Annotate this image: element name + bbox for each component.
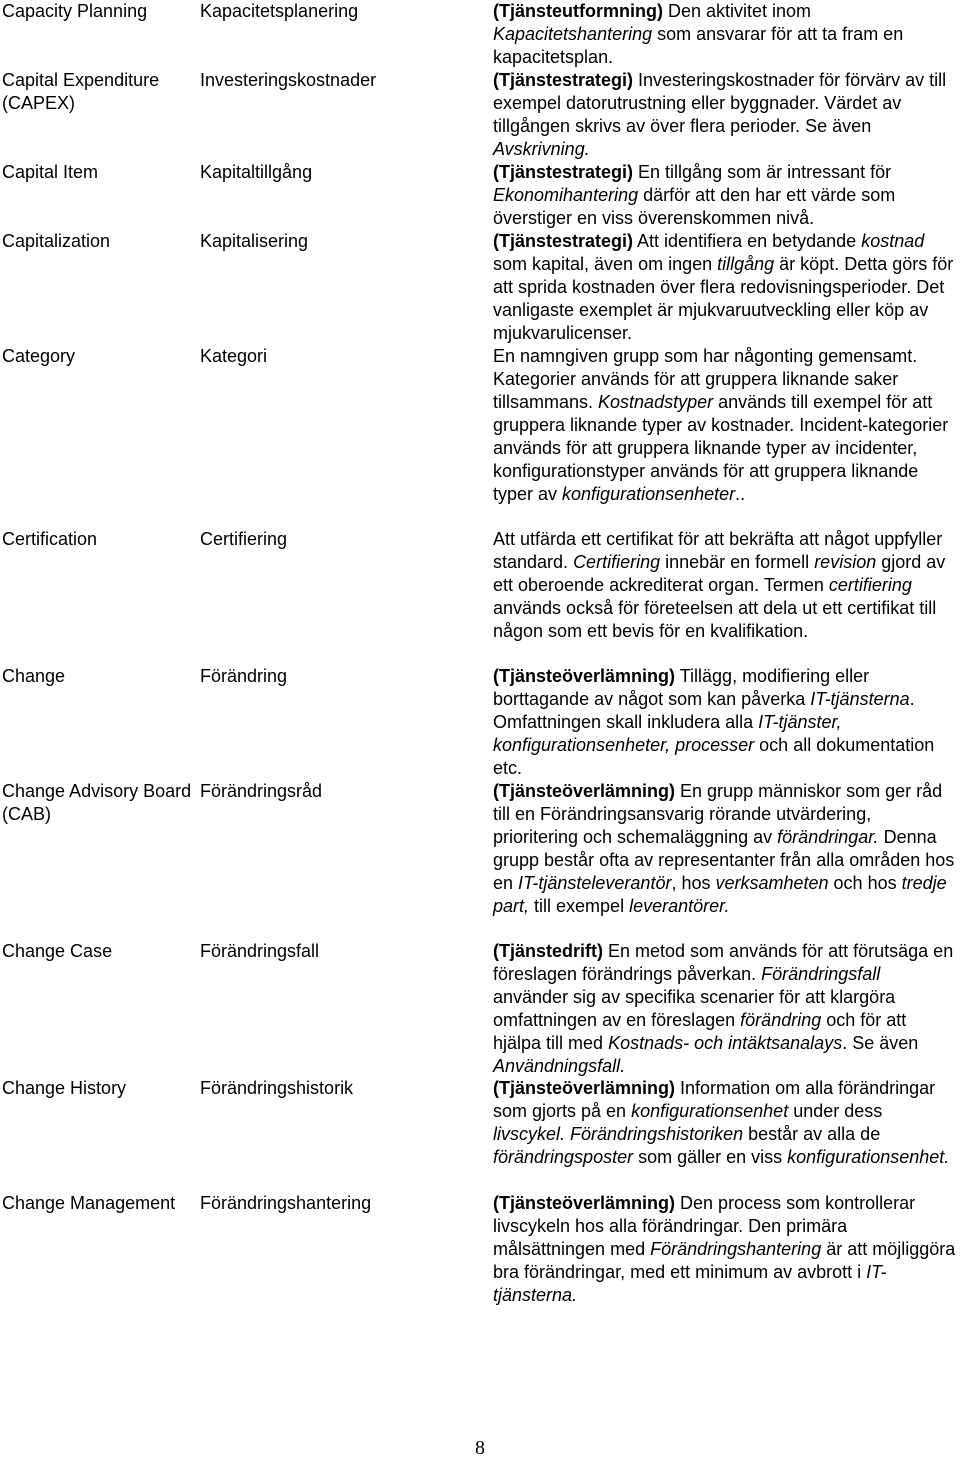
term-definition (493, 161, 958, 230)
definition-term-reference: förändringar. (777, 827, 879, 847)
term-definition (493, 345, 958, 506)
definition-text: Investeringskostnader för förvärv av till exempel datorutrustning eller byggnader. Värdet av tillgången skrivs av över flera perioder. Se även (493, 70, 947, 136)
definition-term-reference: tillgång (717, 254, 775, 274)
definition-process-tag: (Tjänsteöverlämning) (493, 1193, 676, 1213)
definition-term-reference: IT-tjänsterna. (493, 1262, 887, 1305)
definition-term-reference: IT-tjänsterna (810, 689, 910, 709)
definition-process-tag: (Tjänstestrategi) (493, 231, 634, 251)
definition-term-reference: leverantörer. (629, 896, 730, 916)
definition-text: En namngiven grupp som har någonting gemensamt. Kategorier används för att gruppera liknande saker tillsammans. (493, 346, 918, 412)
definition-text: använder sig av specifika scenarier för att klargöra omfattningen av en föreslagen (493, 987, 896, 1030)
definition-text: består av alla de (743, 1124, 881, 1144)
definition-process-tag: (Tjänstestrategi) (493, 162, 634, 182)
term-definition (493, 1077, 958, 1169)
term-english: Capital Item (2, 162, 99, 182)
definition-text: , hos (671, 873, 716, 893)
term-definition (493, 1192, 958, 1307)
definition-term-reference: livscykel. (493, 1124, 566, 1144)
definition-term-reference: konfigurationsenhet (631, 1101, 789, 1121)
term-english: Category (2, 346, 76, 366)
definition-term-reference: Förändringsfall (761, 964, 881, 984)
definition-term-reference: konfigurationsenheter (562, 484, 736, 504)
term-english: Change Management (2, 1193, 176, 1213)
definition-text: under dess (788, 1101, 883, 1121)
term-definition (493, 940, 958, 1078)
definition-text: innebär en formell (660, 552, 815, 572)
definition-text: En grupp människor som ger råd till en Förändringsansvarig rörande utvärdering, prioritering och schemaläggning av (493, 781, 943, 847)
definition-term-reference: IT-tjänster, konfigurationsenheter, processer (493, 712, 842, 755)
term-definition (493, 665, 958, 780)
term-swedish: Kapitaltillgång (200, 162, 313, 182)
definition-text: .. (735, 484, 746, 504)
term-english: Change Advisory Board (CAB) (2, 781, 192, 824)
definition-text: En tillgång som är intressant för (633, 162, 892, 182)
definition-text: Information om alla förändringar som gjorts på en (493, 1078, 936, 1121)
term-swedish: Kapitalisering (200, 231, 309, 251)
definition-text: . Omfattningen skall inkludera alla (493, 689, 915, 732)
definition-text: Tillägg, modifiering eller borttagande av något som kan påverka (493, 666, 870, 709)
definition-term-reference: Ekonomihantering (493, 185, 639, 205)
term-definition (493, 528, 958, 643)
definition-term-reference: Kostnads- och intäktsanalays (608, 1033, 843, 1053)
definition-term-reference: revision (814, 552, 877, 572)
definition-term-reference: Användningsfall. (493, 1056, 626, 1076)
definition-text: är köpt. Detta görs för att sprida kostnaden över flera redovisningsperioder. Det vanligaste exemplet är mjukvaruutveckling eller köp av mjukvarulicenser. (493, 254, 954, 343)
term-swedish: Kapacitetsplanering (200, 1, 359, 21)
definition-text: används till exempel för att gruppera liknande typer av kostnader. Incident-kategorier används för att gruppera liknande typer av incidenter, konfigurationstyper används för att gruppera liknande typer av (493, 392, 949, 504)
term-english: Change Case (2, 941, 113, 961)
definition-text: En metod som används för att förutsäga en föreslagen förändrings påverkan. (493, 941, 954, 984)
definition-term-reference: IT-tjänsteleverantör (518, 873, 672, 893)
definition-text: som gäller en viss (633, 1147, 788, 1167)
definition-text: till exempel (529, 896, 630, 916)
term-definition (493, 69, 958, 161)
term-definition (493, 780, 958, 918)
definition-process-tag: (Tjänsteutformning) (493, 1, 663, 21)
term-definition (493, 0, 958, 69)
definition-process-tag: (Tjänstestrategi) (493, 70, 634, 90)
definition-term-reference: Kostnadstyper (598, 392, 714, 412)
definition-process-tag: (Tjänsteöverlämning) (493, 1078, 676, 1098)
definition-text: Den aktivitet inom (662, 1, 812, 21)
definition-text: och hos (828, 873, 902, 893)
definition-term-reference: förändring (740, 1010, 822, 1030)
term-english: Certification (2, 529, 98, 549)
definition-text: Att utfärda ett certifikat för att bekräfta att något uppfyller standard. (493, 529, 943, 572)
definition-term-reference: Avskrivning. (493, 139, 590, 159)
definition-term-reference: verksamheten (715, 873, 829, 893)
page-number: 8 (475, 1437, 485, 1459)
term-swedish: Förändringshistorik (200, 1078, 354, 1098)
definition-process-tag: (Tjänsteöverlämning) (493, 781, 676, 801)
definition-text: är att möjliggöra bra förändringar, med ett minimum av avbrott i (493, 1239, 956, 1282)
term-swedish: Förändringsråd (200, 781, 323, 801)
definition-text: Denna grupp består ofta av representanter från alla områden hos en (493, 827, 955, 893)
definition-term-reference: Kapacitetshantering (493, 24, 653, 44)
definition-term-reference: tredje part, (493, 873, 947, 916)
definition-text: därför att den har ett värde som överstiger en viss överenskommen nivå. (493, 185, 896, 228)
definition-text: Den process som kontrollerar livscykeln hos alla förändringar. Den primära målsättningen med (493, 1193, 916, 1259)
definition-text: Att identifiera en betydande (633, 231, 862, 251)
definition-term-reference: Certifiering (573, 552, 661, 572)
definition-process-tag: (Tjänsteöverlämning) (493, 666, 676, 686)
definition-term-reference: förändringsposter (493, 1147, 634, 1167)
term-swedish: Kategori (200, 346, 268, 366)
term-english: Change History (2, 1078, 127, 1098)
definition-term-reference: Förändringshistoriken (570, 1124, 744, 1144)
definition-text: och all dokumentation etc. (493, 735, 935, 778)
definition-term-reference: Förändringshantering (650, 1239, 822, 1259)
term-english: Capital Expenditure (CAPEX) (2, 70, 160, 113)
definition-text: gjord av ett oberoende ackrediterat organ. Termen (493, 552, 946, 595)
definition-text: som kapital, även om ingen (493, 254, 718, 274)
term-swedish: Förändringshantering (200, 1193, 372, 1213)
definition-text: används också för företeelsen att dela ut ett certifikat till någon som ett bevis för en kvalifikation. (493, 598, 937, 641)
term-swedish: Certifiering (200, 529, 288, 549)
definition-term-reference: kostnad (861, 231, 925, 251)
definition-process-tag: (Tjänstedrift) (493, 941, 603, 961)
term-english: Change (2, 666, 66, 686)
term-english: Capacity Planning (2, 1, 148, 21)
definition-term-reference: konfigurationsenhet. (787, 1147, 950, 1167)
term-definition (493, 230, 958, 345)
definition-text: som ansvarar för att ta fram en kapacitetsplan. (493, 24, 904, 67)
definition-text: . Se även (842, 1033, 919, 1053)
definition-term-reference: certifiering (828, 575, 912, 595)
term-swedish: Förändringsfall (200, 941, 320, 961)
definition-text: och för att hjälpa till med (493, 1010, 907, 1053)
term-english: Capitalization (2, 231, 111, 251)
term-swedish: Förändring (200, 666, 288, 686)
term-swedish: Investeringskostnader (200, 70, 377, 90)
